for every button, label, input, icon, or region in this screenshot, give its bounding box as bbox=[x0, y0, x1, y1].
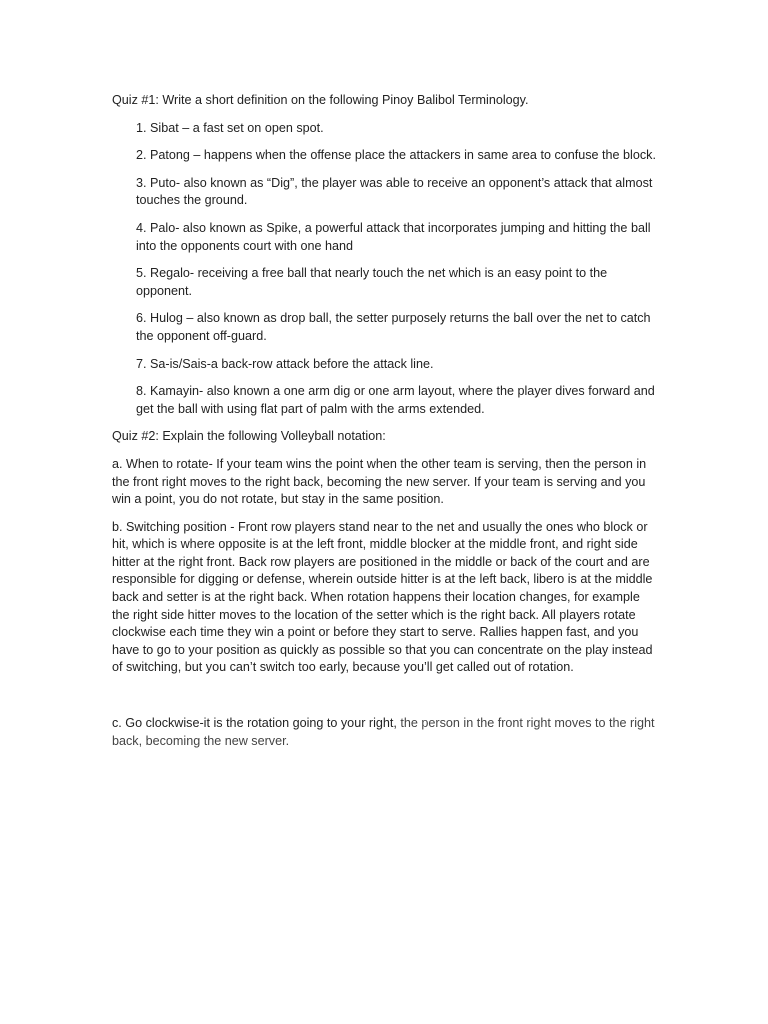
term-item-8: 8. Kamayin- also known a one arm dig or one arm layout, where the player dives forward and get the ball with using flat part of palm with the arms extended. bbox=[136, 384, 655, 416]
quiz2-heading: Quiz #2: Explain the following Volleyball notation: bbox=[112, 429, 386, 444]
term-item-6: 6. Hulog – also known as drop ball, the setter purposely returns the ball over the net to catch the opponent off-guard. bbox=[136, 311, 651, 343]
notation-c bbox=[112, 715, 660, 750]
term-item-7: 7. Sa-is/Sais-a back-row attack before the attack line. bbox=[136, 356, 434, 371]
term-item-4: 4. Palo- also known as Spike, a powerful attack that incorporates jumping and hitting the ball into the opponents court with one hand bbox=[136, 220, 651, 253]
document-page bbox=[112, 92, 660, 760]
notation-a: a. When to rotate- If your team wins the point when the other team is serving, then the person in the front right moves to the right back, becoming the new server. If your team is serving and you win a point, you do not rotate, but stay in the same position. bbox=[112, 456, 647, 507]
notation-b: b. Switching position - Front row players stand near to the net and usually the ones who block or hit, which is where opposite is at the left front, middle blocker at the middle front, and right side hitter at the right front. Back row players are positioned in the middle or back of the court and are responsible for digging or defense, wherein outside hitter is at the left back, libero is at the middle back and setter is at the right back. When rotation happens their location changes, for example the right side hitter moves to the location of the setter which is the right back. All players rotate clockwise each time they win a point or before they start to serve. Rallies happen fast, and you have to go to your position as quickly as possible so that you can concentrate on the play instead of switching, but you can’t switch too early, because you’ll get called out of rotation. bbox=[112, 519, 653, 675]
term-item-2: 2. Patong – happens when the offense place the attackers in same area to confuse the block. bbox=[136, 148, 656, 163]
spacer bbox=[112, 687, 660, 715]
notation-c-rest: the person in the front right moves to the right back, becoming the new server. bbox=[112, 716, 655, 748]
term-item-3: 3. Puto- also known as “Dig”, the player was able to receive an opponent’s attack that almost touches the ground. bbox=[136, 175, 653, 208]
term-item-5: 5. Regalo- receiving a free ball that nearly touch the net which is an easy point to the opponent. bbox=[136, 266, 608, 298]
quiz1-heading: Quiz #1: Write a short definition on the following Pinoy Balibol Terminology. bbox=[112, 93, 529, 107]
term-item-1: 1. Sibat – a fast set on open spot. bbox=[136, 120, 324, 135]
terminology-list bbox=[112, 120, 660, 419]
notation-c-lead: c. Go clockwise-it is the rotation going to your right, bbox=[112, 716, 401, 731]
